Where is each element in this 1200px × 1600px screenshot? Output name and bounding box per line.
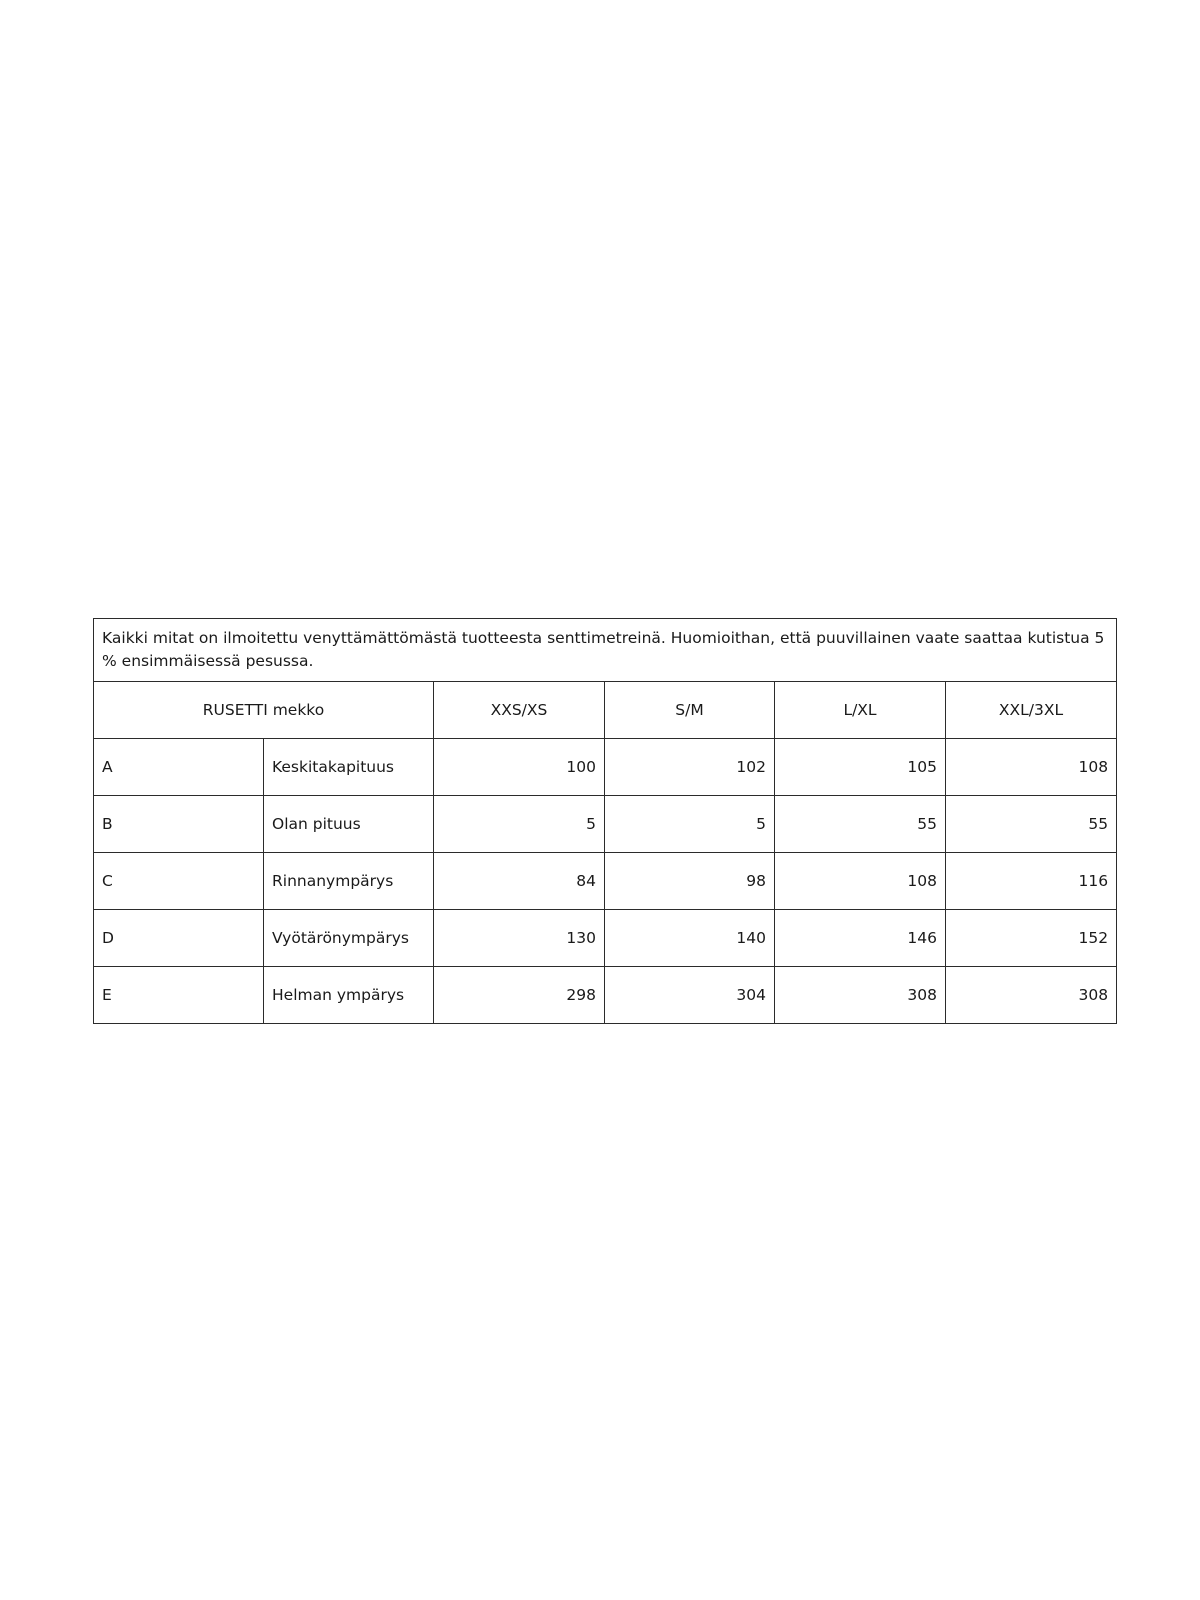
measurement-value: 84 (434, 853, 605, 910)
measurement-value: 5 (605, 796, 775, 853)
note-row (94, 619, 1117, 682)
measurement-name: Olan pituus (264, 796, 434, 853)
measurement-value: 108 (946, 739, 1117, 796)
table-row (94, 967, 1117, 1024)
size-header: XXS/XS (434, 682, 605, 739)
measurement-value: 98 (605, 853, 775, 910)
size-chart-table (93, 618, 1117, 1024)
measurement-note: Kaikki mitat on ilmoitettu venyttämättömästä tuotteesta senttimetreinä. Huomioithan, että puuvillainen vaate saattaa kutistua 5 % ensimmäisessä pesussa. (94, 619, 1117, 682)
table-row (94, 853, 1117, 910)
measurement-code: E (94, 967, 264, 1024)
measurement-value: 55 (946, 796, 1117, 853)
measurement-value: 152 (946, 910, 1117, 967)
measurement-name: Helman ympärys (264, 967, 434, 1024)
header-row (94, 682, 1117, 739)
measurement-code: D (94, 910, 264, 967)
measurement-value: 308 (946, 967, 1117, 1024)
measurement-value: 105 (775, 739, 946, 796)
size-header: XXL/3XL (946, 682, 1117, 739)
product-name: RUSETTI mekko (94, 682, 434, 739)
measurement-value: 298 (434, 967, 605, 1024)
measurement-name: Rinnanympärys (264, 853, 434, 910)
measurement-value: 308 (775, 967, 946, 1024)
measurement-code: B (94, 796, 264, 853)
measurement-value: 116 (946, 853, 1117, 910)
measurement-code: A (94, 739, 264, 796)
measurement-name: Keskitakapituus (264, 739, 434, 796)
measurement-value: 140 (605, 910, 775, 967)
measurement-value: 5 (434, 796, 605, 853)
measurement-code: C (94, 853, 264, 910)
measurement-value: 102 (605, 739, 775, 796)
measurement-value: 108 (775, 853, 946, 910)
measurement-name: Vyötärönympärys (264, 910, 434, 967)
size-header: L/XL (775, 682, 946, 739)
size-header: S/M (605, 682, 775, 739)
measurement-value: 146 (775, 910, 946, 967)
measurement-value: 100 (434, 739, 605, 796)
measurement-value: 130 (434, 910, 605, 967)
measurement-value: 55 (775, 796, 946, 853)
table-row (94, 910, 1117, 967)
table-row (94, 739, 1117, 796)
measurement-value: 304 (605, 967, 775, 1024)
table-row (94, 796, 1117, 853)
